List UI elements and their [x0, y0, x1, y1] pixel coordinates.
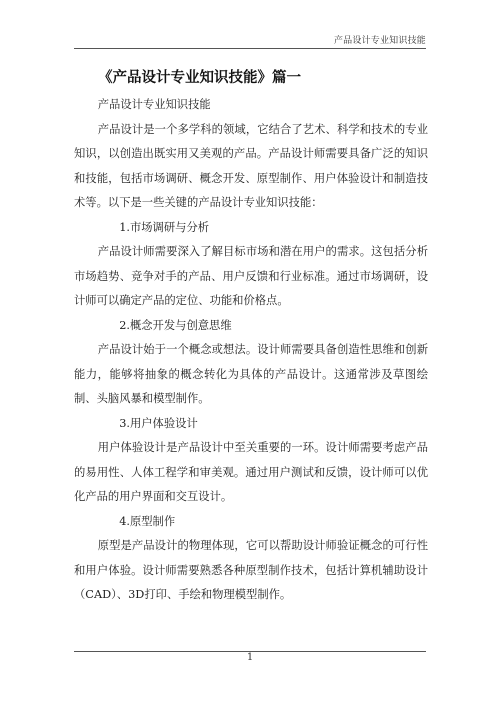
section-body-prototyping: 原型是产品设计的物理体现，它可以帮助设计师验证概念的可行性和用户体验。设计师需要熟悉各种原型制作技术，包括计算机辅助设计（CAD）、3D打印、手绘和物理模型制作。 — [74, 539, 428, 601]
section-body-market-research: 产品设计师需要深入了解目标市场和潜在用户的需求。这包括分析市场趋势、竞争对手的产品、用户反馈和行业标准。通过市场调研，设计师可以确定产品的定位、功能和价格点。 — [74, 245, 428, 307]
header-divider — [74, 48, 426, 49]
section-heading-user-experience: 3.用户体验设计 — [119, 416, 198, 430]
subtitle: 产品设计专业知识技能 — [97, 98, 211, 111]
document-body — [74, 93, 428, 608]
section-heading-concept-development: 2.概念开发与创意思维 — [119, 318, 232, 332]
section-heading-prototyping: 4.原型制作 — [119, 514, 176, 528]
document-title: 《产品设计专业知识技能》篇一 — [98, 69, 301, 86]
intro-paragraph: 产品设计是一个多学科的领域，它结合了艺术、科学和技术的专业知识，以创造出既实用又美观的产品。产品设计师需要具备广泛的知识和技能，包括市场调研、概念开发、原型制作、用户体验设计和制造技术等。以下是一些关键的产品设计专业知识技能： — [74, 122, 428, 209]
section-heading-market-research: 1.市场调研与分析 — [119, 220, 210, 234]
section-body-user-experience: 用户体验设计是产品设计中至关重要的一环。设计师需要考虑产品的易用性、人体工程学和审美观。通过用户测试和反馈，设计师可以优化产品的用户界面和交互设计。 — [74, 441, 428, 503]
section-body-concept-development: 产品设计始于一个概念或想法。设计师需要具备创造性思维和创新能力，能够将抽象的概念转化为具体的产品设计。这通常涉及草图绘制、头脑风暴和模型制作。 — [74, 343, 428, 405]
running-header: 产品设计专业知识技能 — [333, 36, 426, 46]
page-number: 1 — [246, 652, 254, 663]
